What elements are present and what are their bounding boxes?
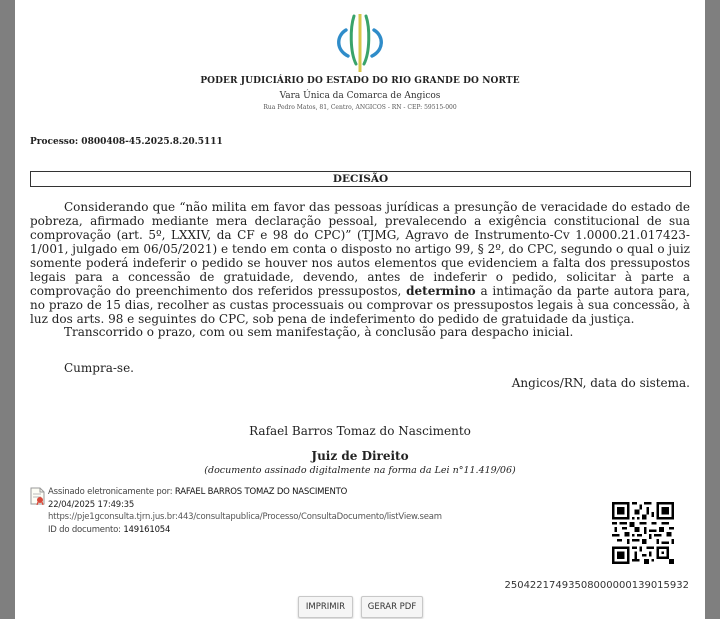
court-address: Rua Pedro Matos, 81, Centro, ANGICOS - RN - CEP: 59515-000 <box>263 104 457 111</box>
signed-by-line <box>48 487 347 497</box>
decision-paragraph-1 <box>30 200 690 326</box>
vara-name: Vara Única da Comarca de Angicos <box>279 91 441 101</box>
p1-text-before: Considerando que “não milita em favor das pessoas jurídicas a presunção de veracidade do estado de pobreza, afirmado mediante mera declaração pessoal, prevalecendo a exigência constitucional de sua comprovação (art. 5º, LXXIV, da CF e 98 do CPC)” (TJMG, Agravo de Instrumento-Cv 1.0000.21.017423-1/001, julgado em 06/05/2021) e tendo em conta o disposto no artigo 99, § 2º, do CPC, segundo o qual o juiz somente poderá indeferir o pedido se houver nos autos elementos que evidenciem a falta dos pressupostos legais para a concessão de gratuidade, devendo, antes de indeferir o pedido, solicitar à parte a comprovação do preenchimento dos referidos pressupostos, <box>30 200 690 298</box>
consulta-url[interactable]: https://pje1gconsulta.tjrn.jus.br:443/consultapublica/Processo/ConsultaDocumento/listView.seam <box>48 512 442 522</box>
p1-text-after: a intimação da parte autora para, no prazo de 15 dias, recolher as custas processuais ou comprovar os pressupostos legais à sua concessão, à luz dos arts. 98 e seguintes do CPC, sob pena de indeferimento do pedido de gratuidade da justiça. <box>30 284 690 326</box>
print-button[interactable]: IMPRIMIR <box>298 596 353 618</box>
judge-name: Rafael Barros Tomaz do Nascimento <box>249 424 471 438</box>
qr-code-icon <box>612 502 674 564</box>
barcode-number: 25042217493508000000139015932 <box>504 580 689 591</box>
city-date: Angicos/RN, data do sistema. <box>511 376 690 390</box>
document-page <box>15 0 705 619</box>
decision-title: DECISÃO <box>30 171 691 187</box>
digital-signature-note: (documento assinado digitalmente na forma da Lei n°11.419/06) <box>204 465 516 476</box>
p1-bold-word: determino <box>406 284 476 298</box>
signature-datetime: 22/04/2025 17:49:35 <box>48 500 135 510</box>
decision-paragraph-2: Transcorrido o prazo, com ou sem manifestação, à conclusão para despacho inicial. <box>64 325 574 339</box>
court-logo-icon <box>332 12 388 74</box>
court-name: PODER JUDICIÁRIO DO ESTADO DO RIO GRANDE DO NORTE <box>200 76 520 86</box>
document-id-label: ID do documento: <box>48 525 121 535</box>
generate-pdf-button[interactable]: GERAR PDF <box>361 596 423 618</box>
signed-document-icon <box>30 487 46 505</box>
document-id: 149161054 <box>123 525 171 535</box>
process-number: Processo: 0800408-45.2025.8.20.5111 <box>30 137 223 147</box>
signed-by-name: RAFAEL BARROS TOMAZ DO NASCIMENTO <box>174 487 348 497</box>
signed-by-label: Assinado eletronicamente por: <box>48 487 173 497</box>
document-id-line <box>48 525 170 535</box>
judge-title: Juiz de Direito <box>311 449 409 463</box>
cumpra-se: Cumpra-se. <box>64 361 134 375</box>
